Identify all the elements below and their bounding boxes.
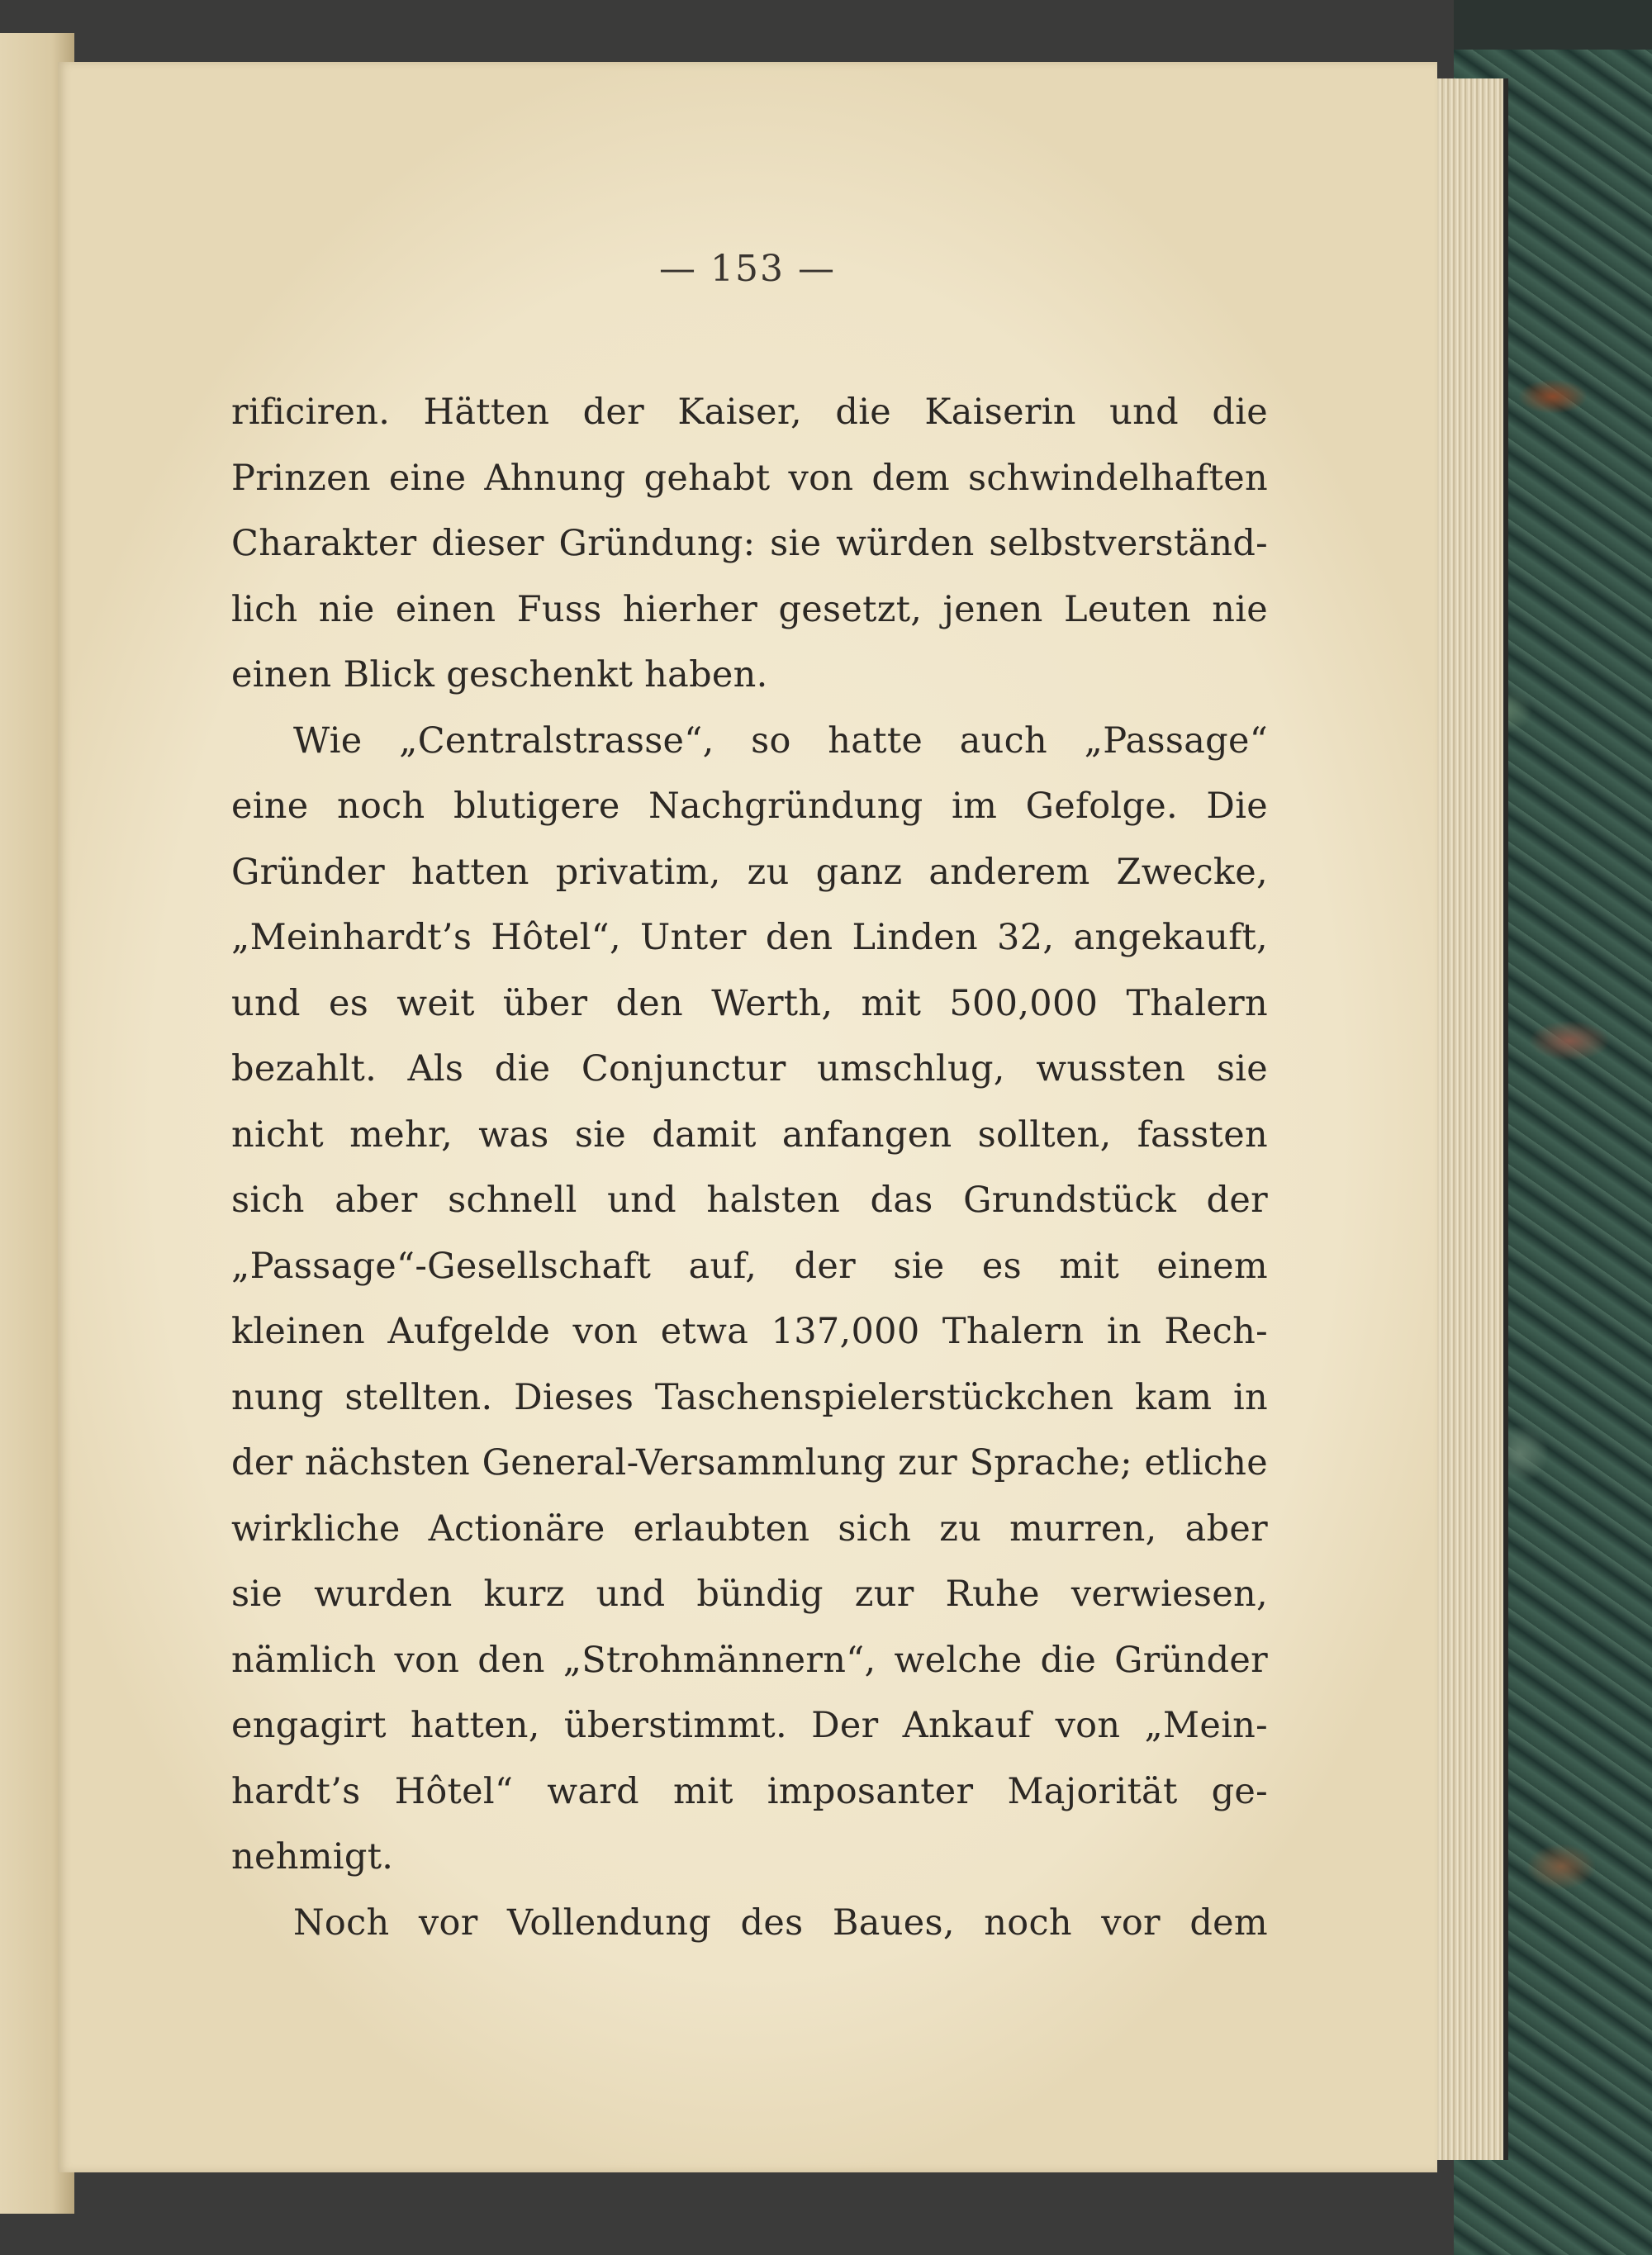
text-line: nämlich von den „Strohmännern“, welche die Gründer — [231, 1639, 1268, 1681]
text-line: nicht mehr, was sie damit anfangen sollten, fassten — [231, 1113, 1268, 1156]
text-line: hardt’s Hôtel“ ward mit imposanter Majorität ge- — [231, 1770, 1268, 1812]
text-line: sich aber schnell und halsten das Grundstück der — [231, 1180, 1268, 1221]
text-line: Wie „Centralstrasse“, so hatte auch „Passage“ — [293, 719, 1268, 762]
text-line: Gründer hatten privatim, zu ganz anderem Zwecke, — [231, 851, 1268, 893]
text-line: kleinen Aufgelde von etwa 137,000 Thalern in Rech- — [231, 1311, 1268, 1352]
text-line: eine noch blutigere Nachgründung im Gefolge. Die — [231, 786, 1268, 827]
text-line: bezahlt. Als die Conjunctur umschlug, wussten sie — [231, 1048, 1268, 1090]
text-line: wirkliche Actionäre erlaubten sich zu murren, aber — [231, 1507, 1268, 1550]
text-line: „Meinhardt’s Hôtel“, Unter den Linden 32, angekauft, — [231, 917, 1268, 958]
text-line: nehmigt. — [231, 1836, 394, 1878]
text-line: sie wurden kurz und bündig zur Ruhe verwiesen, — [231, 1574, 1268, 1615]
text-line: rificiren. Hätten der Kaiser, die Kaiserin und die — [231, 392, 1268, 433]
text-line: engagirt hatten, überstimmt. Der Ankauf von „Mein- — [231, 1705, 1268, 1746]
text-line: Prinzen eine Ahnung gehabt von dem schwindelhaften — [231, 457, 1268, 499]
text-line: „Passage“-Gesellschaft auf, der sie es mit einem — [231, 1245, 1268, 1287]
text-line: nung stellten. Dieses Taschenspielerstückchen kam in — [231, 1376, 1268, 1418]
text-line: Noch vor Vollendung des Baues, noch vor dem — [293, 1901, 1268, 1944]
text-line: lich nie einen Fuss hierher gesetzt, jenen Leuten nie — [231, 588, 1268, 630]
text-line: einen Blick geschenkt haben. — [231, 654, 768, 695]
body-text — [231, 380, 1268, 1956]
page-number: — 153 — — [659, 248, 836, 290]
book-page — [58, 62, 1437, 2172]
text-line: und es weit über den Werth, mit 500,000 Thalern — [231, 982, 1268, 1024]
text-line: Charakter dieser Gründung: sie würden selbstverständ- — [231, 523, 1268, 564]
text-line: der nächsten General-Versammlung zur Sprache; etliche — [231, 1442, 1268, 1484]
